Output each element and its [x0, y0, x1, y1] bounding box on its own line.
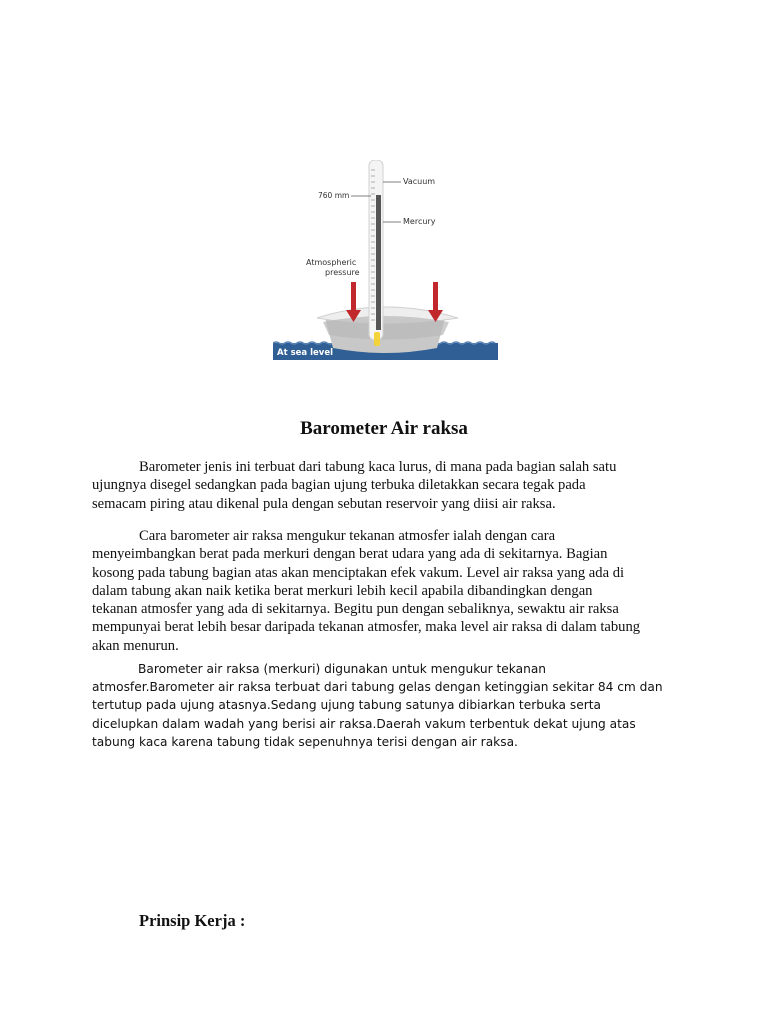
paragraph-line: akan menurun. [92, 637, 179, 654]
paragraph-1 [92, 458, 687, 513]
paragraph-line: semacam piring atau dikenal pula dengan sebutan reservoir yang diisi air raksa. [92, 495, 556, 512]
paragraph-3 [92, 660, 692, 751]
paragraph-line: Barometer jenis ini terbuat dari tabung kaca lurus, di mana pada bagian salah satu [139, 459, 617, 475]
label-sea-level: At sea level [277, 348, 334, 358]
paragraph-line: dicelupkan dalam wadah yang berisi air raksa.Daerah vakum terbentuk dekat ujung atas [92, 716, 636, 731]
paragraph-line: atmosfer.Barometer air raksa terbuat dari tabung gelas dengan ketinggian sekitar 84 cm dan [92, 680, 663, 695]
barometer-diagram [273, 160, 498, 360]
label-760mm: 760 mm [318, 191, 350, 200]
paragraph-line: kosong pada tabung bagian atas akan menciptakan efek vakum. Level air raksa yang ada di [92, 564, 625, 581]
label-mercury: Mercury [403, 217, 436, 226]
paragraph-line: mempunyai berat lebih besar daripada tekanan atmosfer, maka level air raksa di dalam tabung [92, 619, 641, 636]
paragraph-line: tabung kaca karena tabung tidak sepenuhnya terisi dengan air raksa. [92, 734, 518, 749]
paragraph-line: tekanan atmosfer yang ada di sekitarnya. Begitu pun dengan sebaliknya, sewaktu air raksa [92, 601, 619, 618]
paragraph-line: Cara barometer air raksa mengukur tekanan atmosfer ialah dengan cara [139, 528, 556, 544]
paragraph-2 [92, 527, 687, 655]
document-title: Barometer Air raksa [300, 418, 468, 439]
paragraph-line: menyeimbangkan berat pada merkuri dengan berat udara yang ada di sekitarnya. Bagian [92, 546, 608, 563]
label-pressure: pressure [325, 268, 360, 277]
label-vacuum: Vacuum [403, 177, 436, 186]
paragraph-line: tertutup pada ujung atasnya.Sedang ujung tabung satunya dibiarkan terbuka serta [92, 698, 601, 713]
section-heading-prinsip-kerja: Prinsip Kerja : [139, 911, 246, 930]
label-atmospheric: Atmospheric [306, 258, 357, 267]
paragraph-line: Barometer air raksa (merkuri) digunakan untuk mengukur tekanan [138, 662, 547, 676]
paragraph-line: dalam tabung akan naik ketika berat merkuri lebih kecil apabila dibandingkan dengan [92, 582, 593, 599]
paragraph-line: ujungnya disegel sedangkan pada bagian ujung terbuka diletakkan secara tegak pada [92, 477, 586, 494]
